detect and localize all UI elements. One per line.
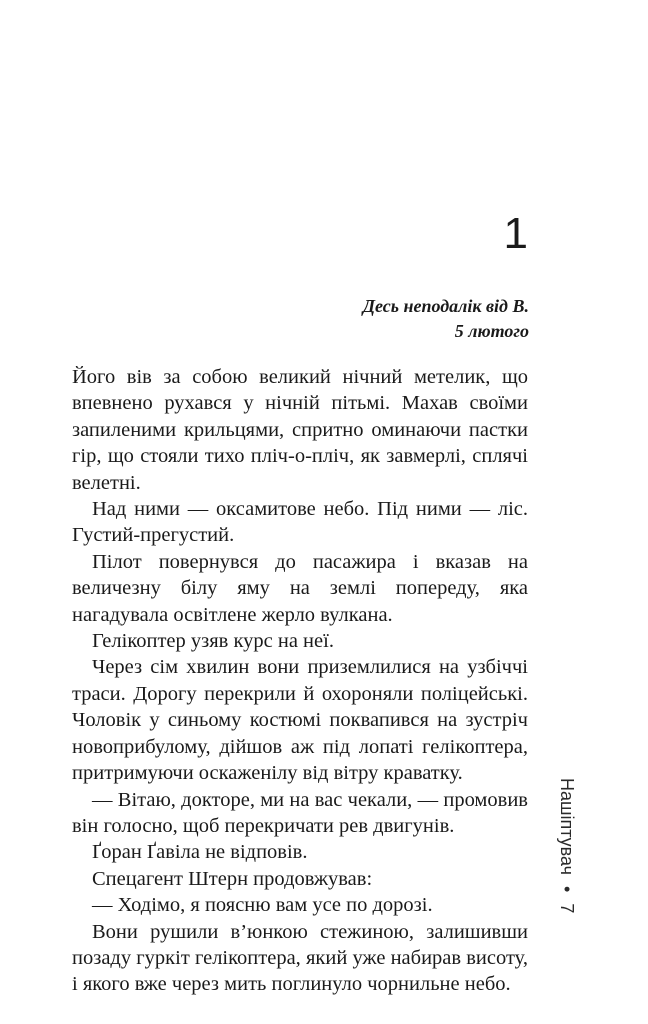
folio-separator: • <box>557 886 577 893</box>
paragraph: Пілот повернувся до пасажира і вказав на величезну білу яму на землі попереду, яка нагадувала освітлене жерло вулкана. <box>72 550 528 626</box>
page-number: 7 <box>557 903 577 914</box>
running-footer <box>555 778 579 938</box>
paragraph: — Вітаю, докторе, ми на вас чекали, — промовив він голосно, щоб перекричати рев двигунів. <box>72 788 528 837</box>
paragraph: — Ходімо, я поясню вам усе по дорозі. <box>92 894 433 917</box>
paragraph: Його вів за собою великий нічний метелик, що впевнено рухався у нічній пітьмі. Махав своїми запиленими крильцями, спритно оминаючи пастки гір, що стояли тихо пліч-о-пліч, як завмерлі, сплячі велетні. <box>72 366 528 494</box>
epigraph <box>363 294 529 344</box>
body-text <box>72 364 528 998</box>
paragraph: Гелікоптер узяв курс на неї. <box>92 630 334 653</box>
paragraph: Над ними — оксамитове небо. Під ними — ліс. Густий-прегустий. <box>72 498 528 547</box>
chapter-number: 1 <box>503 209 528 258</box>
paragraph: Через сім хвилин вони приземлилися на узбіччі траси. Дорогу перекрили й охороняли поліцейські. Чоловік у синьому костюмі поквапився на зустріч новоприбулому, дійшов аж під лопаті гелікоптера, притримуючи оскаженілу від вітру краватку. <box>72 656 528 785</box>
paragraph: Ґоран Ґавіла не відповів. <box>92 841 308 864</box>
epigraph-date: 5 лютого <box>454 321 529 341</box>
epigraph-place: Десь неподалік від В. <box>362 296 529 316</box>
paragraph: Спецагент Штерн продовжував: <box>92 867 373 890</box>
paragraph: Вони рушили в’юнкою стежиною, залишивши позаду гуркіт гелікоптера, який уже набирав висоту, і якого вже через мить поглинуло чорнильне небо. <box>72 920 528 996</box>
book-title: Нашіптувач <box>557 778 577 875</box>
